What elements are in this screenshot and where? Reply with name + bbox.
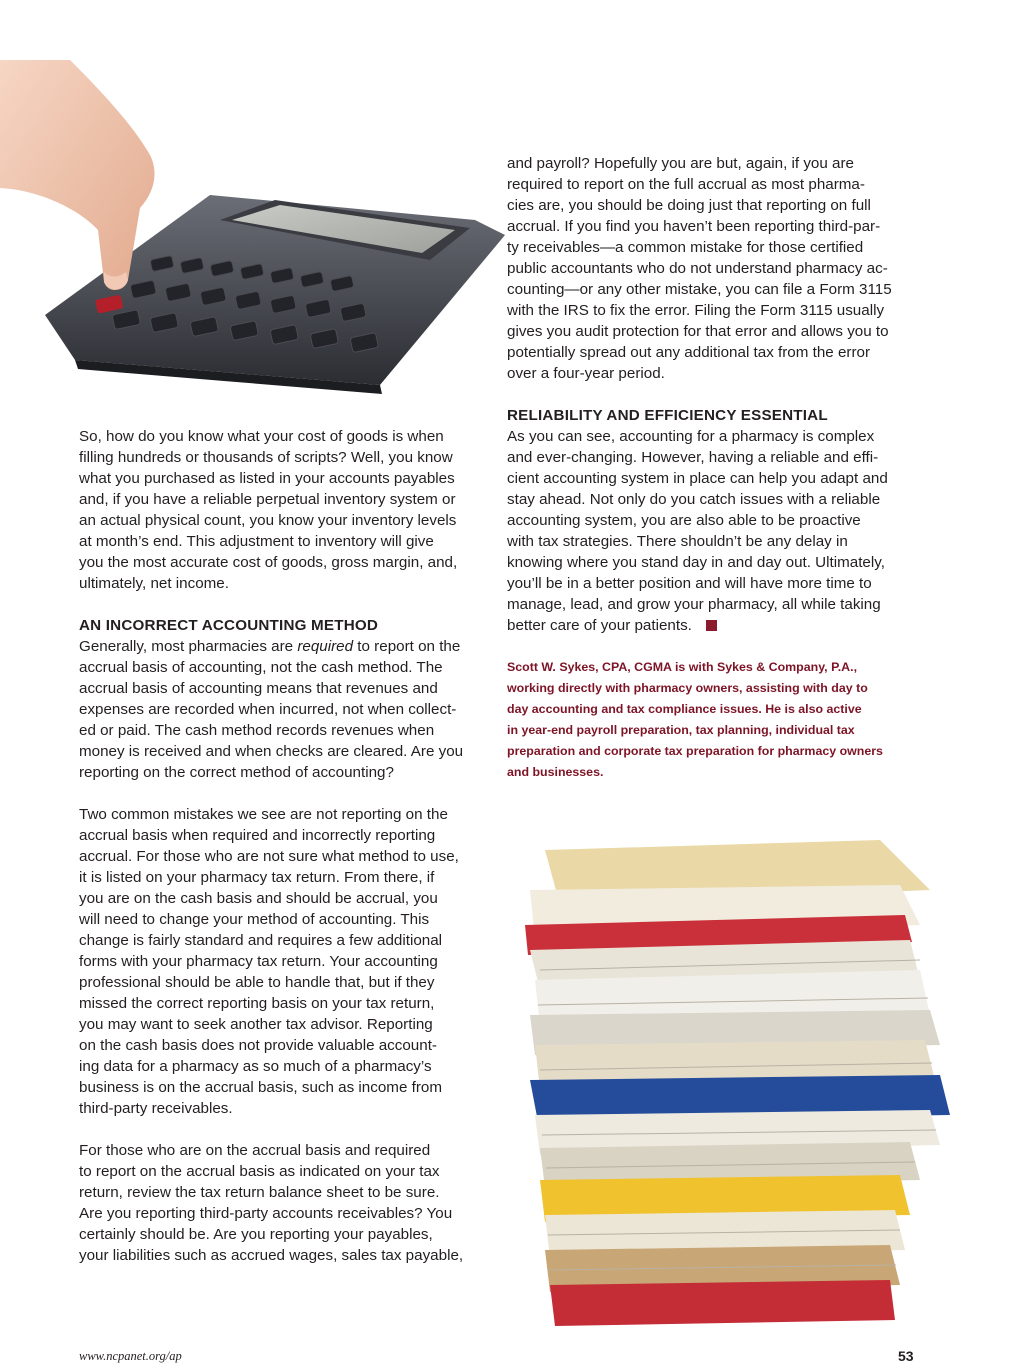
- section-heading: RELIABILITY AND EFFICIENCY ESSENTIAL: [507, 407, 828, 424]
- paragraph-text: As you can see, accounting for a pharmacy is complex and ever-changing. However, having a reliable and effi- cient accounting system in place can help you adapt and stay ahead. Not only do you catch issues with a reliable accounting system, you are also able to be proactive with tax strategies. There shouldn’t be any delay in knowing where you stand day in and day out. Ultimately, you’ll be in a better position and will have more time to manage, lead, and grow your pharmacy, all while taking better care of your patients.: [507, 428, 888, 634]
- page-number: 53: [898, 1348, 914, 1364]
- section-heading: AN INCORRECT ACCOUNTING METHOD: [79, 617, 379, 634]
- body-paragraph: and payroll? Hopefully you are but, again, if you are required to report on the full accrual as most pharma- cies are, you should be doing just that reporting on full accrual. If you find you haven’t been reporting third-par- ty receivables—a common mistake for those certified public accountants who do not understand pharmacy ac- counting—or any other mistake, you can file a Form 3115 with the IRS to fix the error. Filing the Form 3115 usually gives you audit protection for that error and allows you to potentially spread out any additional tax from the error over a four-year period.: [507, 155, 892, 382]
- file-stack-photo: [500, 830, 970, 1330]
- body-paragraph: [507, 426, 922, 636]
- body-paragraph: For those who are on the accrual basis and required to report on the accrual basis as indicated on your tax return, review the tax return balance sheet to be sure. Are you reporting third-party accounts receivables? You certainly should be. Are you reporting your payables, your liabilities such as accrued wages, sales tax payable,: [79, 1142, 464, 1264]
- left-column: [79, 426, 489, 1266]
- emphasis-text: required: [297, 638, 354, 655]
- body-paragraph: [79, 636, 489, 783]
- body-paragraph: So, how do you know what your cost of goods is when filling hundreds or thousands of scripts? Well, you know what you purchased as listed in your accounts payables and, if you have a reliable perpetual inventory system or an actual physical count, you know your inventory levels at month’s end. This adjustment to inventory will give you the most accurate cost of goods, gross margin, and, ultimately, net income.: [79, 428, 458, 592]
- calculator-photo: [0, 60, 510, 400]
- body-paragraph: Two common mistakes we see are not reporting on the accrual basis when required and incorrectly reporting accrual. For those who are not sure what method to use, it is listed on your pharmacy tax return. From there, if you are on the cash basis and should be accrual, you will need to change your method of accounting. This change is fairly standard and requires a few additional forms with your pharmacy tax return. Your accounting professional should be able to handle that, but if they missed the correct reporting basis on your tax return, you may want to seek another tax advisor. Reporting on the cash basis does not provide valuable account- ing data for a pharmacy as so much of a pharmacy’s business is on the accrual basis, such as income from third-party receivables.: [79, 806, 459, 1117]
- paragraph-text: Generally, most pharmacies are: [79, 638, 298, 655]
- footer-url: www.ncpanet.org/ap: [79, 1349, 182, 1363]
- right-column: [507, 153, 922, 783]
- end-mark-icon: [706, 620, 717, 631]
- paragraph-text: to report on the accrual basis of accounting, not the cash method. The accrual basis of accounting means that revenues and expenses are recorded when incurred, not when collect- ed or paid. The cash method records revenues when money is received and when checks are cleared. Are you reporting on the correct method of accounting?: [79, 638, 464, 781]
- author-bio: Scott W. Sykes, CPA, CGMA is with Sykes & Company, P.A., working directly with pharmacy owners, assisting with day to day accounting and tax compliance issues. He is also active in year-end payroll preparation, tax planning, individual tax preparation and corporate tax preparation for pharmacy owners and businesses.: [507, 660, 883, 779]
